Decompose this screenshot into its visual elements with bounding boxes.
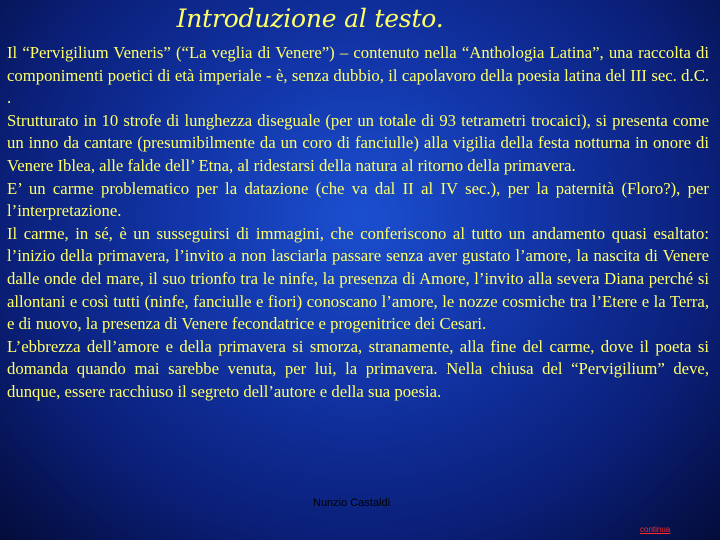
- author-name: Nunzio Castaldi: [313, 497, 391, 509]
- paragraph-images: Il carme, in sé, è un susseguirsi di immagini, che conferiscono al tutto un andamento quasi esaltato: l’inizio della primavera, l’invito a non lasciarla passare senza aver gustato l’amore, la nascita di Venere dalle onde del mare, il suo trionfo tra le ninfe, la presenza di Amore, l’invito alla severa Diana perché si allontani e così tutti (ninfe, fanciulle e fiori) conoscano l’amore, le nozze cosmiche tra l’Etere e la Terra, e di nuovo, la presenza di Venere fecondatrice e progenitrice dei Cesari.: [7, 223, 709, 334]
- paragraph-intro: Il “Pervigilium Veneris” (“La veglia di Venere”) – contenuto nella “Anthologia Latina”, una raccolta di componimenti poetici di età imperiale - è, senza dubbio, il capolavoro della poesia latina del III sec. d.C. .: [7, 43, 709, 108]
- paragraph-ending: L’ebbrezza dell’amore e della primavera si smorza, stranamente, alla fine del carme, dove il poeta si domanda quando mai sarebbe venuta, per lui, la primavera. Nella chiusa del “Pervigilium” deve, dunque, essere racchiuso il segreto dell’autore e della sua poesia.: [7, 336, 709, 401]
- body-text: [7, 42, 709, 404]
- paragraph-problems: E’ un carme problematico per la datazione (che va dal II al IV sec.), per la paternità (Floro?), per l’interpretazione.: [7, 178, 709, 221]
- paragraph-structure: Strutturato in 10 strofe di lunghezza diseguale (per un totale di 93 tetrametri trocaici), si presenta come un inno da cantare (presumibilmente da un coro di fanciulle) alla vigilia della festa notturna in onore di Venere Iblea, alle falde dell’ Etna, al ridestarsi della natura al ritorno della primavera.: [7, 110, 709, 175]
- slide-title: Introduzione al testo.: [176, 4, 444, 33]
- continue-link[interactable]: continua: [640, 525, 671, 534]
